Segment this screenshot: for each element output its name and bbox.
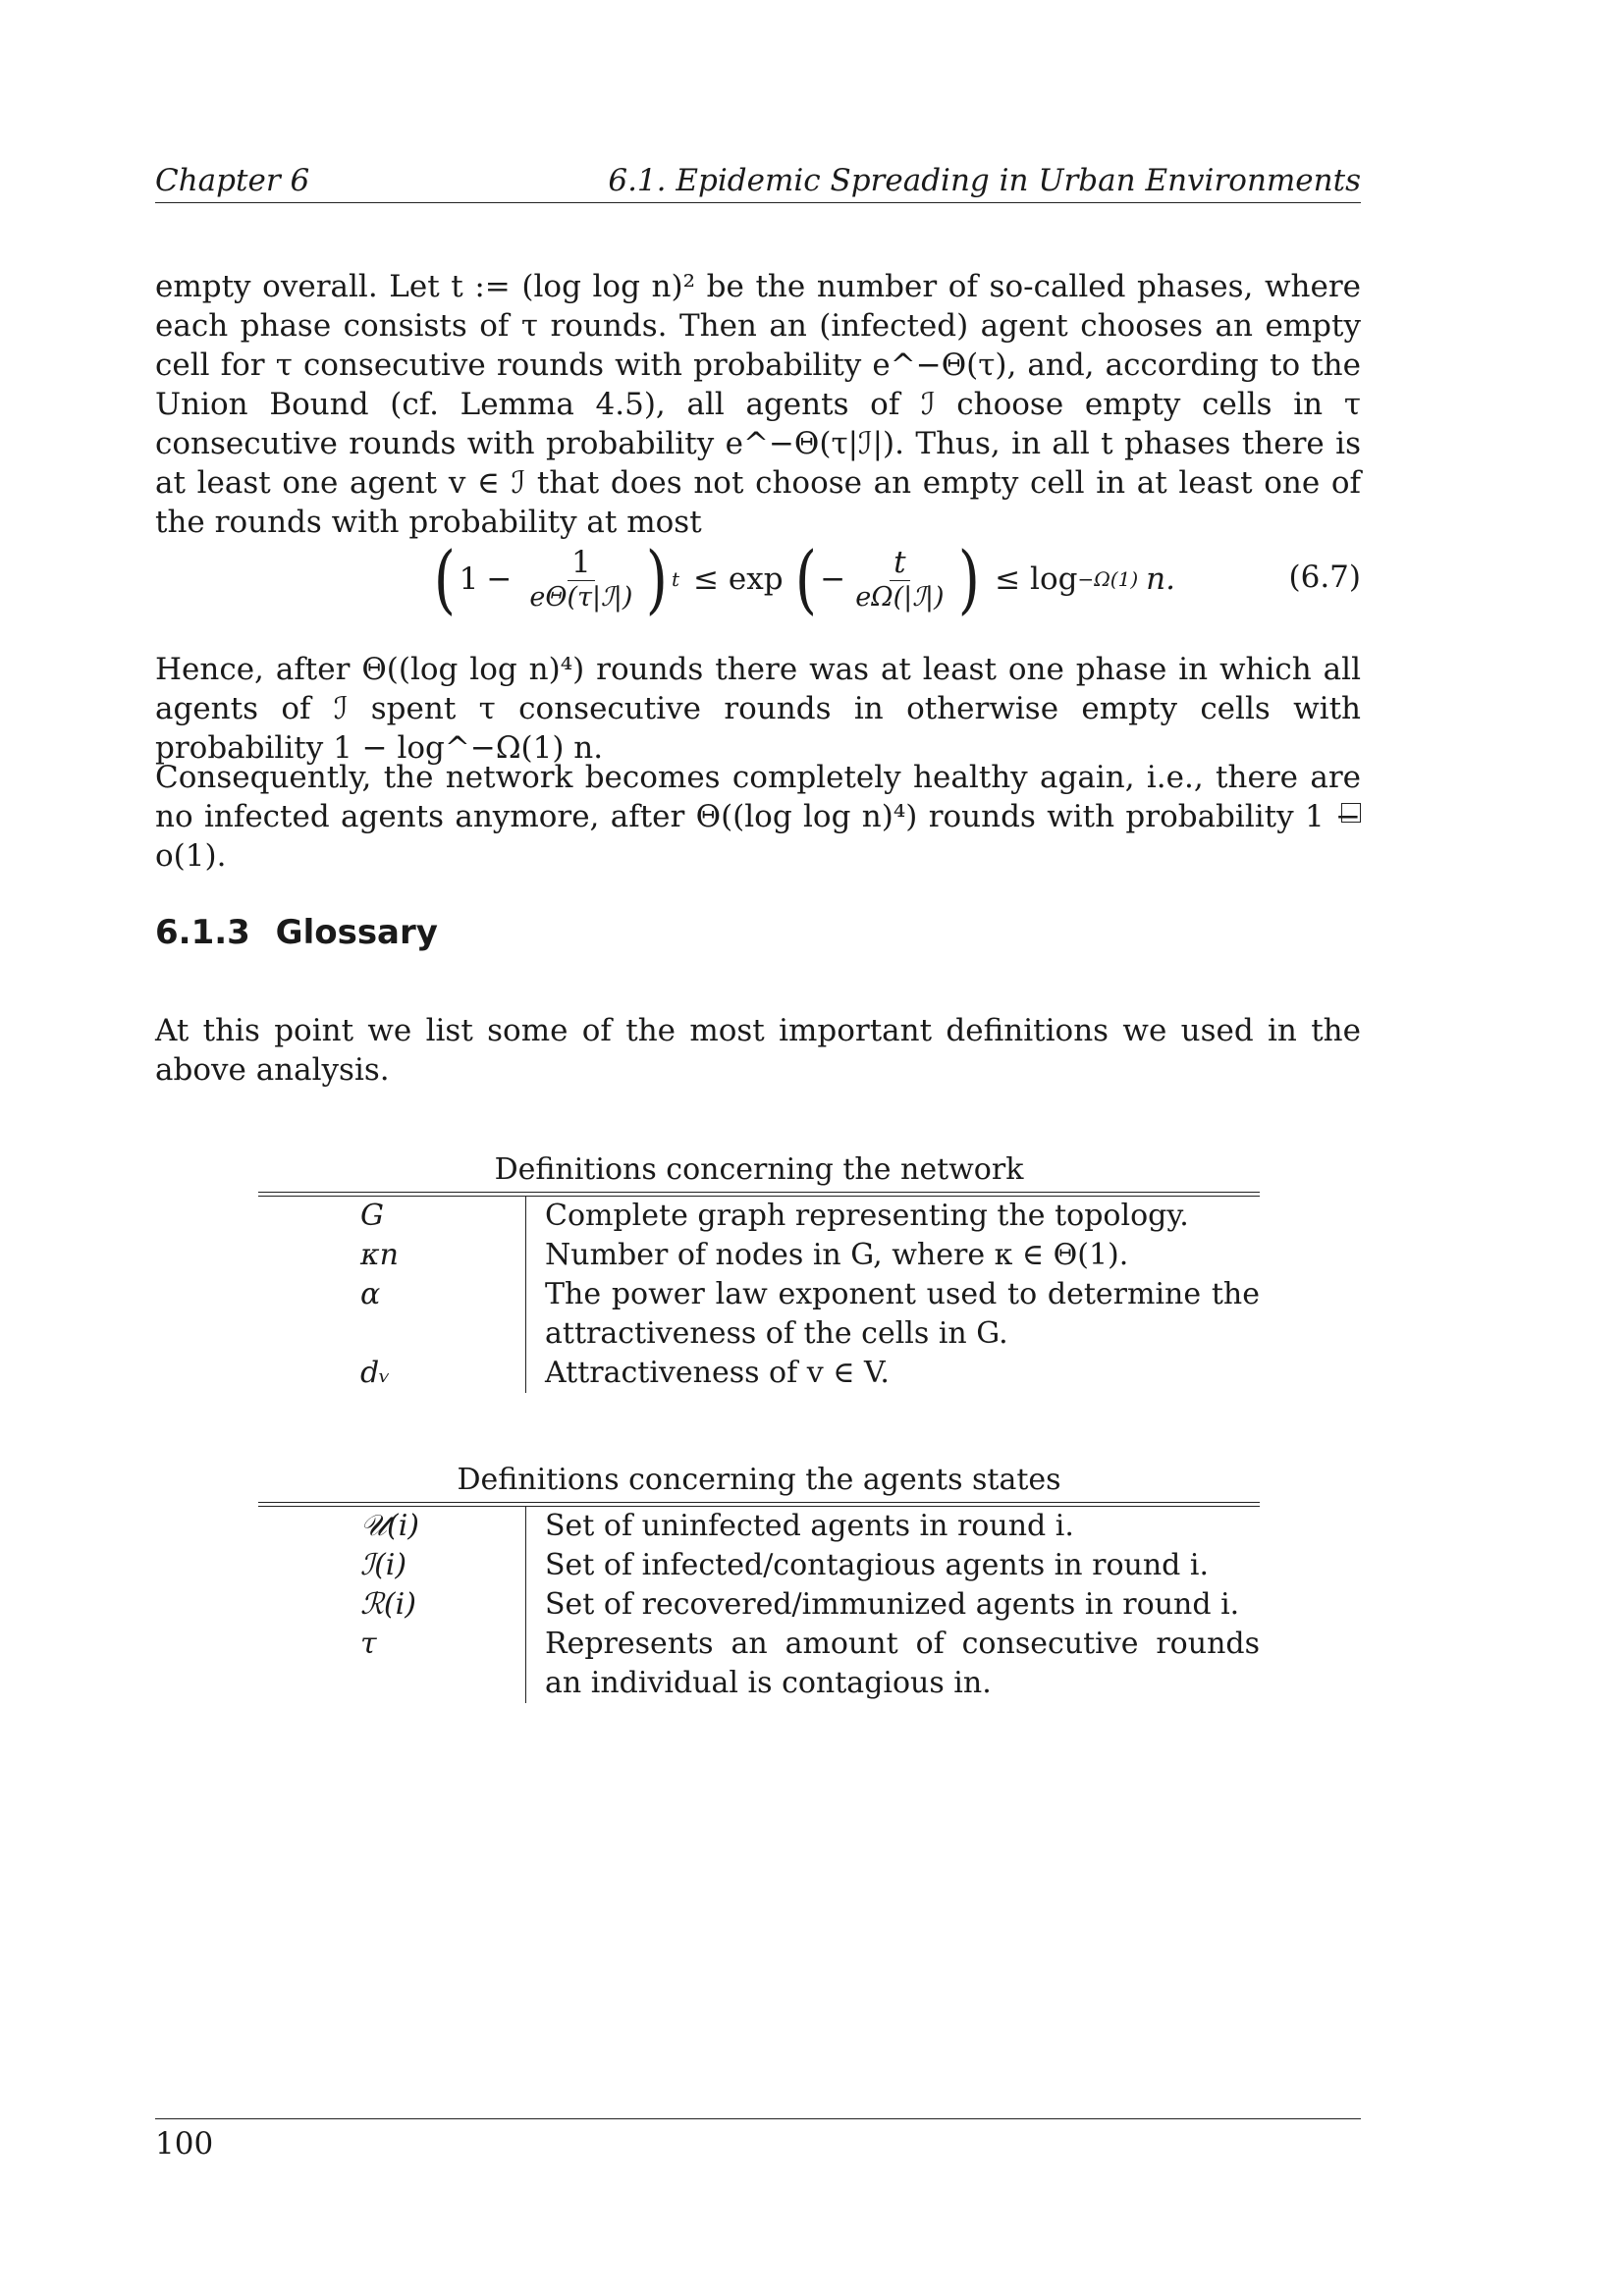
network-definitions-table — [258, 1150, 1260, 1393]
equation-number: (6.7) — [1288, 560, 1361, 595]
definition-cell: Number of nodes in G, where κ ∈ Θ(1). — [545, 1238, 1129, 1272]
equation-6-7 — [155, 530, 1361, 628]
definition-cell: Represents an amount of consecutive rounds an individual is contagious in. — [545, 1627, 1260, 1700]
table-caption: Definitions concerning the network — [494, 1152, 1024, 1187]
section-running-title: 6.1. Epidemic Spreading in Urban Environments — [608, 163, 1361, 198]
section-heading — [155, 913, 438, 952]
definition-cell: Set of uninfected agents in round i. — [545, 1509, 1074, 1543]
table-row — [258, 1507, 1260, 1546]
paragraph-hence: Hence, after Θ((log log n)⁴) rounds there was at least one phase in which all agents of ℐ spent τ consecutive rounds in otherwise empty cells with probability 1 − log^−Ω(1) n. — [155, 652, 1361, 766]
paragraph-phases: empty overall. Let t := (log log n)² be the number of so-called phases, where each phase consists of τ rounds. Then an (infected) agent chooses an empty cell for τ consecutive rounds with probability e^−Θ(τ), and, according to the Union Bound (cf. Lemma 4.5), all agents of ℐ choose empty cells in τ consecutive rounds with probability e^−Θ(τ|ℐ|). Thus, in all t phases there is at least one agent v ∈ ℐ that does not choose an empty cell in at least one of the rounds with probability at most — [155, 269, 1361, 540]
table-caption: Definitions concerning the agents states — [457, 1463, 1061, 1497]
column-divider — [525, 1197, 526, 1393]
agent-states-definitions-table — [258, 1461, 1260, 1703]
left-paren: ( — [433, 535, 456, 622]
table-row — [258, 1197, 1260, 1236]
symbol-cell: α — [360, 1277, 381, 1311]
page — [155, 0, 1361, 2296]
fraction-2-denominator: eΩ(|ℐ|) — [855, 581, 945, 613]
definition-cell: Set of recovered/immunized agents in round i. — [545, 1587, 1240, 1622]
table-row — [258, 1236, 1260, 1275]
eq-tail: n. — [1146, 561, 1175, 597]
exponent-t: t — [672, 567, 680, 591]
page-number: 100 — [155, 2126, 214, 2162]
fraction-1-numerator: 1 — [568, 545, 595, 581]
definition-cell: Complete graph representing the topology. — [545, 1199, 1189, 1233]
section-number: 6.1.3 — [155, 913, 250, 952]
eq-leq-log: ≤ log — [995, 561, 1078, 597]
fraction-1-denominator: eΘ(τ|ℐ|) — [529, 581, 633, 613]
symbol-cell: dᵥ — [360, 1356, 391, 1390]
fraction-2 — [851, 545, 947, 614]
table-row — [258, 1625, 1260, 1703]
eq-minus: − — [486, 561, 513, 597]
table-row — [258, 1275, 1260, 1354]
paragraph-intro-glossary: At this point we list some of the most important definitions we used in the above analysis. — [155, 1013, 1361, 1088]
eq-leq-exp: ≤ exp — [693, 561, 784, 597]
log-exponent: −Ω(1) — [1077, 567, 1139, 591]
eq-minus-2: − — [820, 561, 846, 597]
symbol-cell: G — [360, 1199, 384, 1233]
symbol-cell: τ — [360, 1627, 377, 1661]
symbol-cell: ℛ(i) — [360, 1587, 416, 1622]
running-header — [155, 163, 1361, 203]
chapter-label: Chapter 6 — [155, 163, 310, 198]
table-row — [258, 1354, 1260, 1393]
definition-cell: The power law exponent used to determine the attractiveness of the cells in G. — [545, 1277, 1260, 1351]
left-paren-2: ( — [794, 535, 817, 622]
table-body — [258, 1507, 1260, 1703]
column-divider — [525, 1507, 526, 1703]
definition-cell: Attractiveness of v ∈ V. — [545, 1356, 890, 1390]
symbol-cell: ℐ(i) — [360, 1548, 407, 1582]
symbol-cell: 𝒰(i) — [360, 1509, 420, 1543]
right-paren-2: ) — [957, 535, 980, 622]
symbol-cell: κn — [360, 1238, 399, 1272]
table-body — [258, 1197, 1260, 1393]
section-title: Glossary — [275, 913, 438, 952]
table-row — [258, 1585, 1260, 1625]
paragraph-consequently: Consequently, the network becomes completely healthy again, i.e., there are no infected agents anymore, after Θ((log log n)⁴) rounds with probability 1 − o(1). — [155, 760, 1361, 874]
fraction-1 — [525, 545, 636, 614]
footer-rule — [155, 2118, 1361, 2119]
fraction-2-numerator: t — [890, 545, 909, 581]
right-paren: ) — [646, 535, 669, 622]
definition-cell: Set of infected/contagious agents in round i. — [545, 1548, 1210, 1582]
equation-expression — [430, 535, 1175, 622]
eq-one: 1 — [459, 561, 479, 597]
table-row — [258, 1546, 1260, 1585]
qed-box-icon — [1341, 803, 1361, 823]
